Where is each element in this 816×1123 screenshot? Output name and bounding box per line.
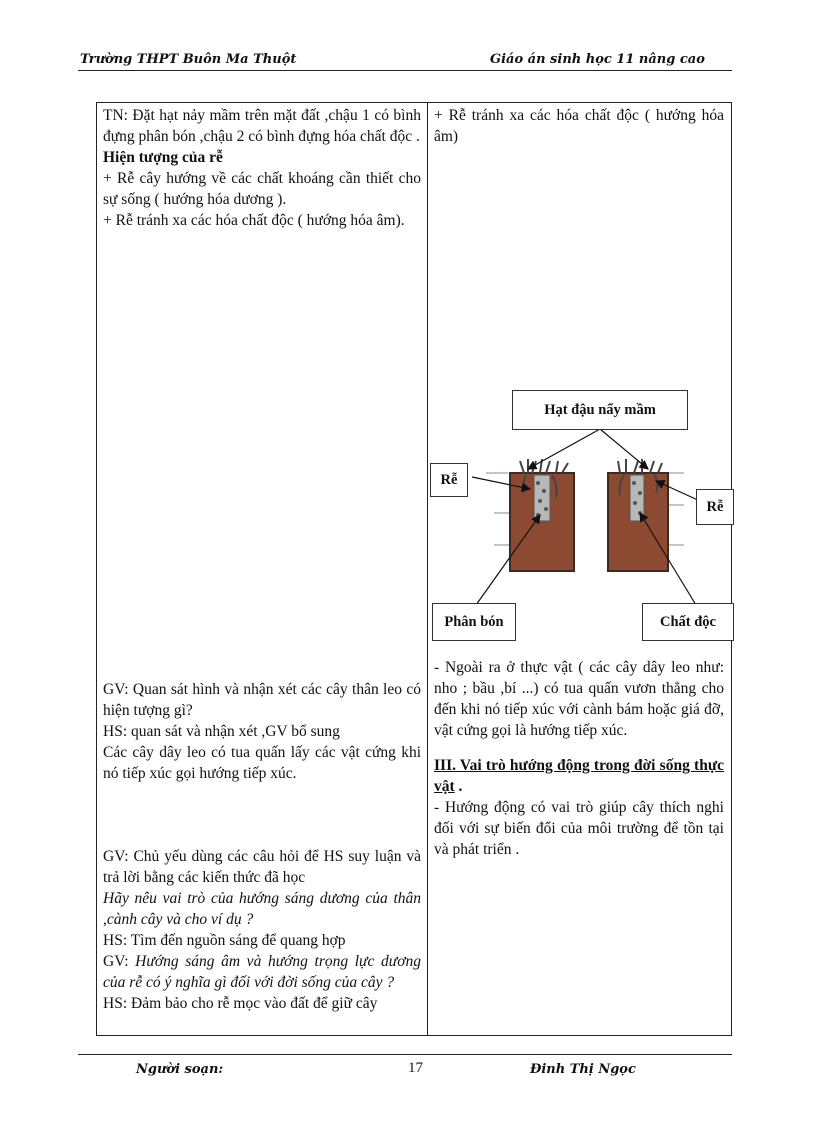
teacher-guidance: GV: Chủ yếu dùng các câu hỏi để HS suy luận và trả lời bằng các kiến thức đã học [103, 848, 421, 886]
negative-chemotropism-text: + Rễ tránh xa các hóa chất độc ( hướng hóa âm). [103, 212, 405, 229]
tropism-role-text: - Hướng động có vai trò giúp cây thích nghi đối với sự biến đổi của môi trường để tồn tại và phát triển . [434, 799, 724, 858]
label-root-left: Rễ [430, 463, 468, 497]
question-phototropism: Hãy nêu vai trò của hướng sáng dương của thân ,cành cây và cho ví dụ ? [103, 890, 421, 928]
label-root-right: Rễ [696, 489, 734, 525]
germination-diagram [428, 385, 738, 647]
section-three-title: III. Vai trò hướng động trong đời sống thực vật [434, 757, 724, 795]
answer-phototropism: HS: Tìm đến nguồn sáng để quang hợp [103, 932, 346, 949]
student-observation: HS: quan sát và nhận xét ,GV bổ sung [103, 723, 340, 740]
section-three-heading: III. Vai trò hướng động trong đời sống thực vật . [434, 757, 724, 795]
left-mid-cell [103, 679, 421, 784]
footer-author-label: Người soạn: [136, 1062, 224, 1077]
page-number: 17 [408, 1060, 423, 1076]
contact-tropism-definition: Các cây dây leo có tua quấn lấy các vật cứng khi nó tiếp xúc gọi hướng tiếp xúc. [103, 744, 421, 782]
root-phenomenon-heading: Hiện tượng của rễ [103, 149, 223, 166]
contact-tropism-text: - Ngoài ra ở thực vật ( các cây dây leo như: nho ; bầu ,bí ...) có tua quấn vươn thẳng cho đến khi nó tiếp xúc với cành bám hoặc giá đỡ, vật cứng gọi là hướng tiếp xúc. [434, 659, 724, 739]
right-negative-chemotropism: + Rễ tránh xa các hóa chất độc ( hướng hóa âm) [434, 107, 724, 145]
right-mid-cell [434, 657, 724, 860]
left-top-cell [103, 105, 421, 231]
header-school: Trường THPT Buôn Ma Thuột [80, 52, 297, 67]
label-toxin: Chất độc [642, 603, 734, 641]
label-germinating-bean: Hạt đậu nẩy mầm [512, 390, 688, 430]
answer-root-tropism: HS: Đảm bảo cho rễ mọc vào đất để giữ cây [103, 995, 378, 1012]
right-top-cell [434, 105, 724, 147]
header-subject: Giáo án sinh học 11 nâng cao [490, 52, 705, 67]
footer-rule [78, 1054, 732, 1055]
teacher-question-climbers: GV: Quan sát hình và nhận xét các cây thân leo có hiện tượng gì? [103, 681, 421, 719]
experiment-text: TN: Đặt hạt nảy mầm trên mặt đất ,chậu 1 có bình đựng phân bón ,chậu 2 có bình đựng hóa chất độc . [103, 107, 421, 145]
header-rule [78, 70, 732, 71]
positive-chemotropism-text: + Rễ cây hướng về các chất khoáng cần thiết cho sự sống ( hướng hóa dương ). [103, 170, 421, 208]
question-root-tropism: GV: Hướng sáng âm và hướng trọng lực dương của rễ có ý nghĩa gì đối với đời sống của cây ? [103, 953, 421, 991]
left-bottom-cell [103, 846, 421, 1014]
footer-author-name: Đinh Thị Ngọc [530, 1062, 636, 1077]
label-fertilizer: Phân bón [432, 603, 516, 641]
toxin-vial [630, 475, 644, 521]
